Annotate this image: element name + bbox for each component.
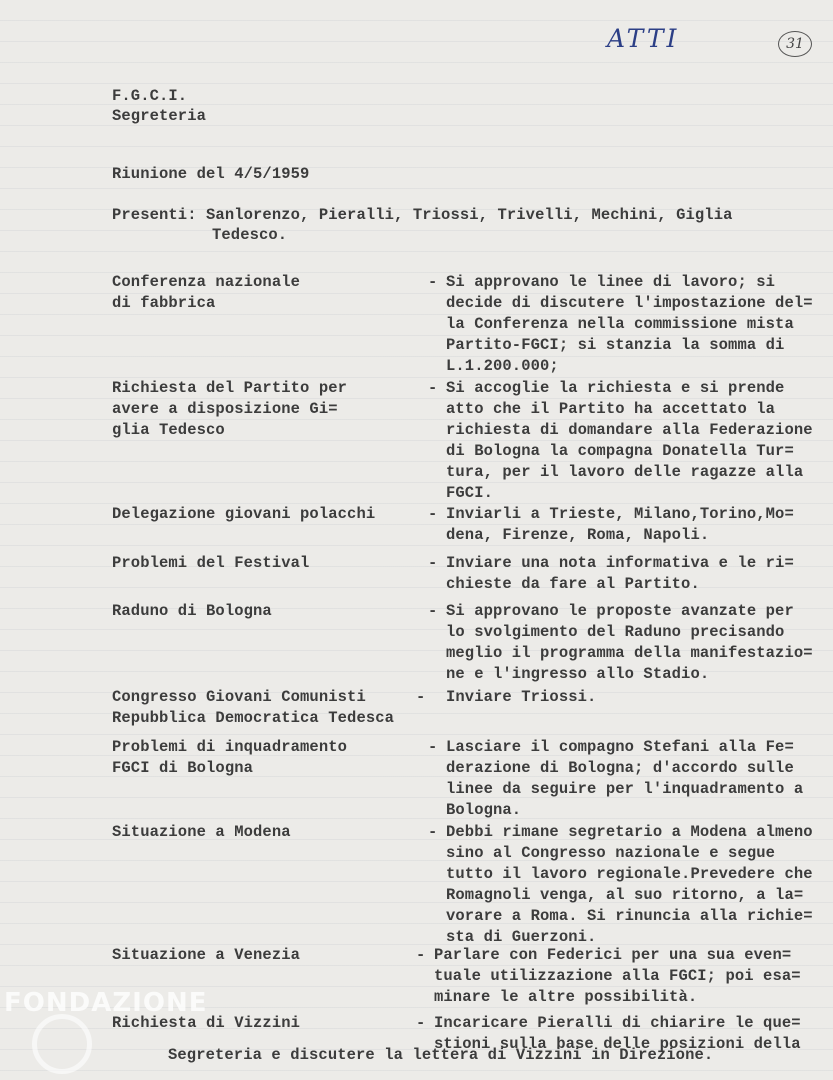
agenda-topic: Raduno di Bologna [112, 602, 272, 620]
agenda-topic: Delegazione giovani polacchi [112, 505, 376, 523]
agenda-topic: Richiesta del Partito per avere a disposizione Gi= glia Tedesco [112, 379, 348, 439]
agenda-decision: - Inviare una nota informativa e le ri= chieste da fare al Partito. [428, 554, 794, 593]
agenda-topic: Problemi del Festival [112, 554, 310, 572]
attendees-line-1: Presenti: Sanlorenzo, Pieralli, Triossi, Trivelli, Mechini, Giglia [112, 206, 733, 224]
agenda-decision: - Si approvano le proposte avanzate per lo svolgimento del Raduno precisando meglio il programma della manifestazio= ne e l'ingresso allo Stadio. [428, 602, 813, 683]
page-number-circled: 31 [778, 31, 812, 57]
agenda-topic: Problemi di inquadramento FGCI di Bologna [112, 738, 348, 777]
handwritten-note: ATTI [607, 24, 680, 53]
agenda-decision: - Debbi rimane segretario a Modena almeno sino al Congresso nazionale e segue tutto il lavoro regionale.Prevedere che Romagnoli venga, al suo ritorno, a la= vorare a Roma. Si rinuncia alla richie= sta di Guerzoni. [428, 823, 813, 946]
org-name: F.G.C.I. [112, 87, 188, 105]
agenda-decision: - Parlare con Federici per una sua even= tuale utilizzazione alla FGCI; poi esa= minare le altre possibilità. [416, 946, 801, 1006]
attendees-line-2: Tedesco. [212, 226, 288, 244]
watermark-fondazione: FONDAZIONE [4, 988, 208, 1018]
closing-line: Segreteria e discutere la lettera di Vizzini in Direzione. [168, 1046, 714, 1064]
agenda-decision: - Inviare Triossi. [416, 688, 597, 706]
agenda-topic: Richiesta di Vizzini [112, 1014, 301, 1032]
meeting-title: Riunione del 4/5/1959 [112, 165, 310, 183]
agenda-decision: - Incaricare Pieralli di chiarire le que= stioni sulla base delle posizioni della [416, 1014, 801, 1053]
agenda-decision: - Inviarli a Trieste, Milano,Torino,Mo= dena, Firenze, Roma, Napoli. [428, 505, 794, 544]
agenda-topic: Situazione a Venezia [112, 946, 301, 964]
agenda-topic: Congresso Giovani Comunisti Repubblica Democratica Tedesca [112, 688, 395, 727]
agenda-decision: - Si approvano le linee di lavoro; si decide di discutere l'impostazione del= la Conferenza nella commissione mista Partito-FGCI; si stanzia la somma di L.1.200.000; [428, 273, 813, 375]
agenda-decision: - Lasciare il compagno Stefani alla Fe= derazione di Bologna; d'accordo sulle linee da seguire per l'inquadramento a Bologna. [428, 738, 804, 819]
agenda-topic: Conferenza nazionale di fabbrica [112, 273, 301, 312]
watermark-logo [32, 1014, 92, 1074]
agenda-decision: - Si accoglie la richiesta e si prende atto che il Partito ha accettato la richiesta di domandare alla Federazione di Bologna la compagna Donatella Tur= tura, per il lavoro delle ragazze alla FGCI. [428, 379, 813, 502]
department-name: Segreteria [112, 107, 207, 125]
agenda-topic: Situazione a Modena [112, 823, 291, 841]
